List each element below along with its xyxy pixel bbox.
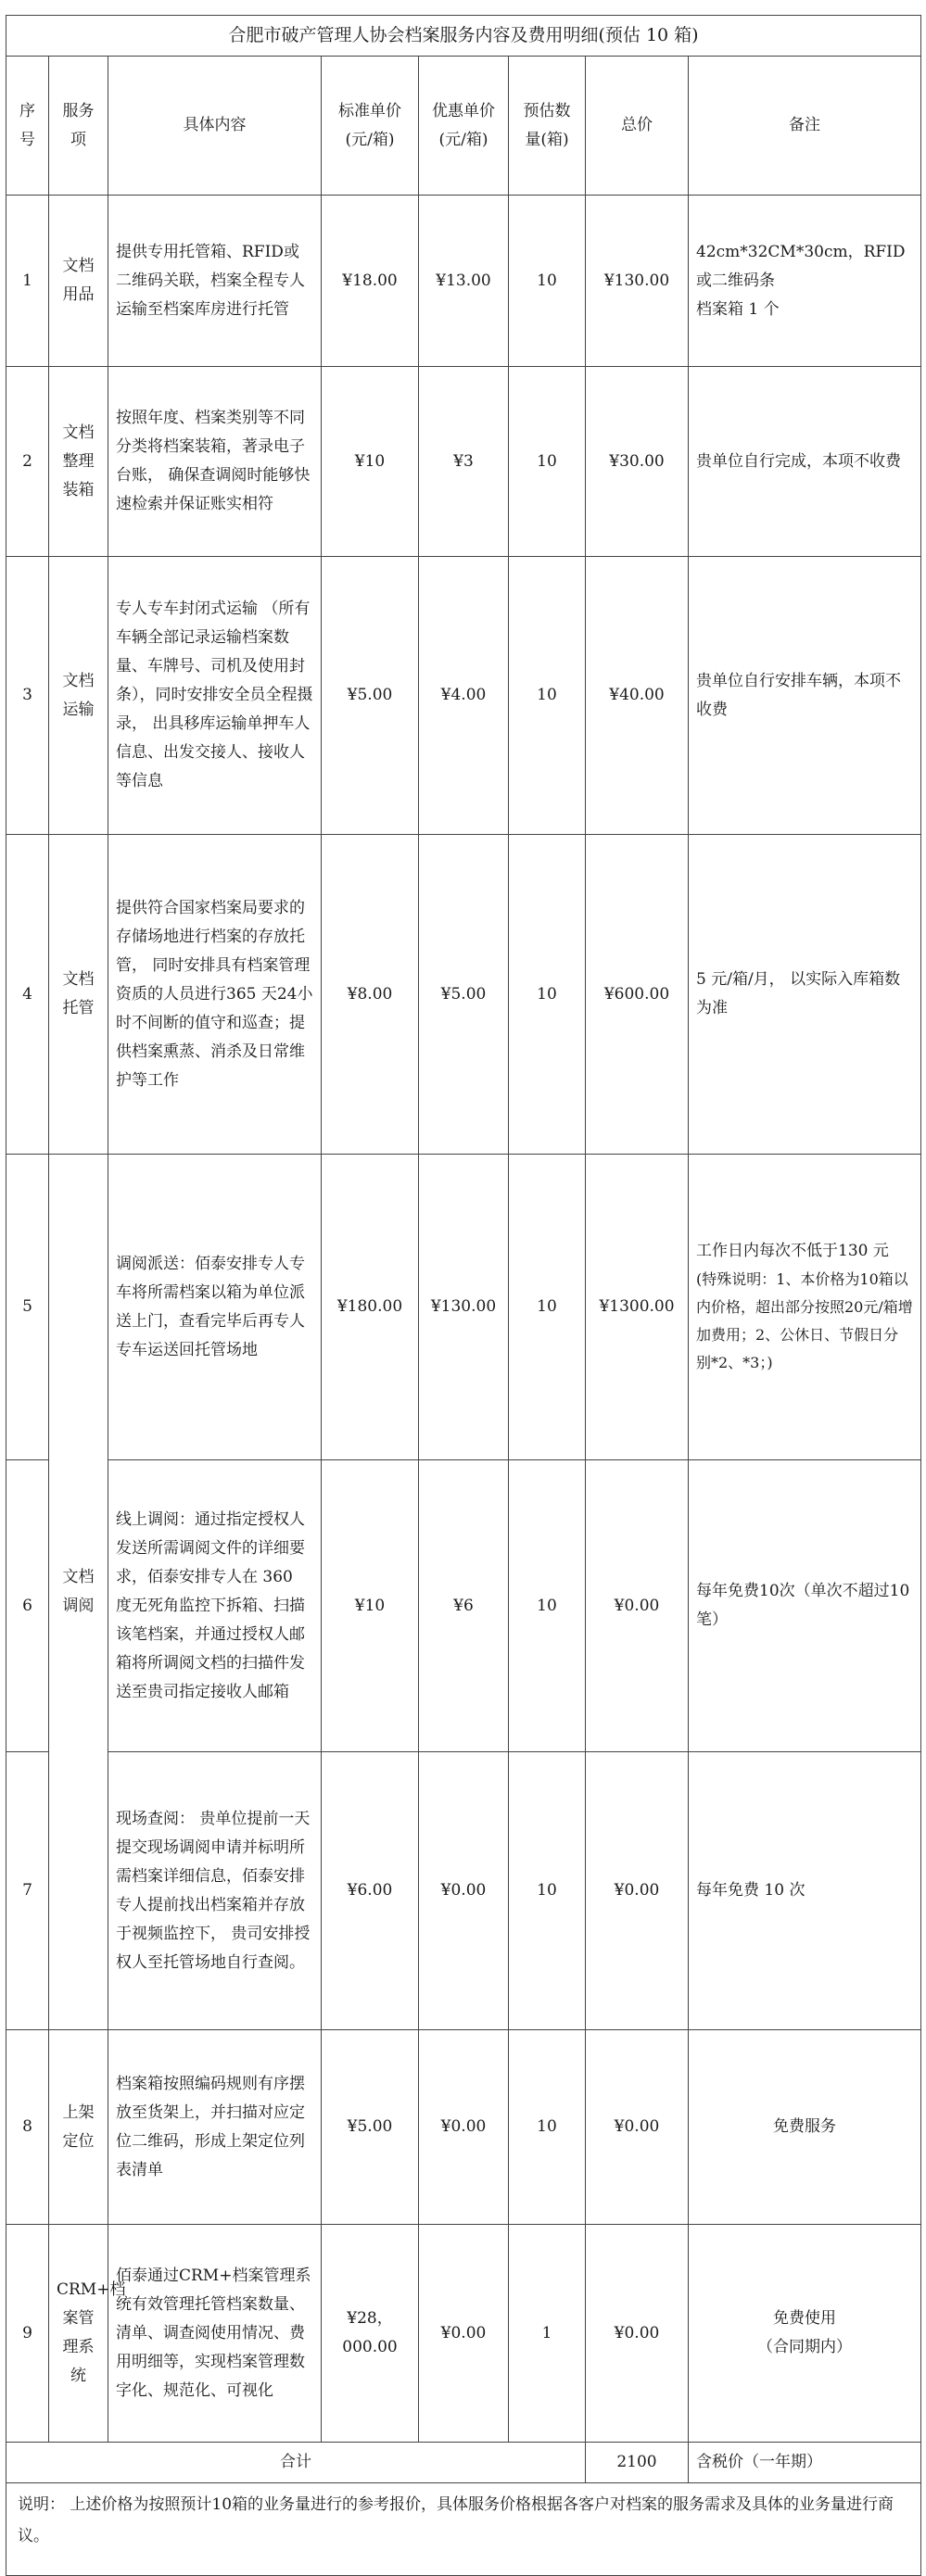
header-content: 具体内容 bbox=[108, 57, 322, 196]
total-value: 2100 bbox=[586, 2443, 689, 2483]
row-content: 提供符合国家档案局要求的存储场地进行档案的存放托管， 同时安排具有档案管理资质的人员进行365 天24小时不间断的值守和巡查；提供档案熏蒸、消杀及日常维护等工作 bbox=[108, 835, 322, 1155]
row-qty: 10 bbox=[509, 1155, 586, 1460]
fee-table-sheet bbox=[6, 15, 920, 2576]
table-row bbox=[6, 196, 921, 367]
row-qty: 10 bbox=[509, 1752, 586, 2030]
table-title: 合肥市破产管理人协会档案服务内容及费用明细(预估 10 箱) bbox=[6, 16, 921, 57]
row-item: 文档托管 bbox=[49, 835, 108, 1155]
row-item: CRM+档案管理系统 bbox=[49, 2225, 108, 2443]
row-disc-price: ¥0.00 bbox=[419, 1752, 509, 2030]
row-std-price: ¥8.00 bbox=[322, 835, 419, 1155]
row-seq: 3 bbox=[6, 557, 49, 835]
row-content: 提供专用托管箱、RFID或二维码关联，档案全程专人运输至档案库房进行托管 bbox=[108, 196, 322, 367]
row-remark bbox=[689, 1460, 921, 1752]
total-label: 合计 bbox=[6, 2443, 586, 2483]
row-seq: 4 bbox=[6, 835, 49, 1155]
remark-line: 42cm*32CM*30cm，RFID或二维码条 bbox=[696, 242, 906, 290]
remark-line: 免费服务 bbox=[773, 2117, 837, 2136]
row-total: ¥0.00 bbox=[586, 2030, 689, 2225]
table-row bbox=[6, 367, 921, 557]
row-item: 文档调阅 bbox=[49, 1155, 108, 2030]
table-row bbox=[6, 1752, 921, 2030]
header-seq: 序号 bbox=[6, 57, 49, 196]
remark-line: 每年免费10次（单次不超过10笔） bbox=[696, 1582, 910, 1629]
row-std-price: ¥180.00 bbox=[322, 1155, 419, 1460]
row-seq: 6 bbox=[6, 1460, 49, 1752]
row-qty: 10 bbox=[509, 367, 586, 557]
remark-line: 工作日内每次不低于130 元 bbox=[696, 1242, 889, 1260]
row-remark bbox=[689, 196, 921, 367]
row-qty: 10 bbox=[509, 835, 586, 1155]
footnote: 说明： 上述价格为按照预计10箱的业务量进行的参考报价，具体服务价格根据各客户对档案的服务需求及具体的业务量进行商议。 bbox=[6, 2483, 921, 2576]
total-row bbox=[6, 2443, 921, 2483]
row-disc-price: ¥130.00 bbox=[419, 1155, 509, 1460]
row-seq: 7 bbox=[6, 1752, 49, 2030]
row-item: 文档整理装箱 bbox=[49, 367, 108, 557]
remark-special-note: (特殊说明：1、本价格为10箱以内价格，超出部分按照20元/箱增加费用；2、公休日、节假日分别*2、*3；) bbox=[696, 1270, 913, 1371]
row-total: ¥600.00 bbox=[586, 835, 689, 1155]
row-item: 文档运输 bbox=[49, 557, 108, 835]
row-std-price: ¥28，000.00 bbox=[322, 2225, 419, 2443]
row-remark bbox=[689, 557, 921, 835]
row-total: ¥0.00 bbox=[586, 2225, 689, 2443]
header-total: 总价 bbox=[586, 57, 689, 196]
remark-line: 每年免费 10 次 bbox=[696, 1881, 805, 1900]
row-seq: 1 bbox=[6, 196, 49, 367]
row-seq: 8 bbox=[6, 2030, 49, 2225]
row-disc-price: ¥3 bbox=[419, 367, 509, 557]
row-std-price: ¥6.00 bbox=[322, 1752, 419, 2030]
table-row bbox=[6, 2225, 921, 2443]
row-qty: 10 bbox=[509, 557, 586, 835]
row-item: 上架定位 bbox=[49, 2030, 108, 2225]
row-std-price: ¥5.00 bbox=[322, 2030, 419, 2225]
table-row bbox=[6, 1460, 921, 1752]
row-disc-price: ¥6 bbox=[419, 1460, 509, 1752]
row-disc-price: ¥0.00 bbox=[419, 2225, 509, 2443]
row-total: ¥0.00 bbox=[586, 1752, 689, 2030]
row-content: 现场查阅： 贵单位提前一天提交现场调阅申请并标明所需档案详细信息，佰泰安排专人提前找出档案箱并存放于视频监控下， 贵司安排授权人至托管场地自行查阅。 bbox=[108, 1752, 322, 2030]
row-qty: 10 bbox=[509, 196, 586, 367]
row-content: 专人专车封闭式运输 （所有车辆全部记录运输档案数量、车牌号、司机及使用封条），同时安排安全员全程摄录， 出具移库运输单押车人信息、出发交接人、接收人等信息 bbox=[108, 557, 322, 835]
row-content: 线上调阅：通过指定授权人发送所需调阅文件的详细要求，佰泰安排专人在 360 度无死角监控下拆箱、扫描该笔档案，并通过授权人邮箱将所调阅文档的扫描件发送至贵司指定接收人邮箱 bbox=[108, 1460, 322, 1752]
remark-line: 5 元/箱/月， 以实际入库箱数为准 bbox=[696, 970, 901, 1017]
row-remark bbox=[689, 367, 921, 557]
remark-line: 贵单位自行安排车辆，本项不收费 bbox=[696, 671, 901, 719]
row-remark bbox=[689, 1155, 921, 1460]
row-remark bbox=[689, 2225, 921, 2443]
row-disc-price: ¥4.00 bbox=[419, 557, 509, 835]
header-std-price: 标准单价(元/箱) bbox=[322, 57, 419, 196]
row-item: 文档用品 bbox=[49, 196, 108, 367]
note-row bbox=[6, 2483, 921, 2576]
row-total: ¥40.00 bbox=[586, 557, 689, 835]
row-std-price: ¥10 bbox=[322, 367, 419, 557]
table-row bbox=[6, 2030, 921, 2225]
header-disc-price: 优惠单价(元/箱) bbox=[419, 57, 509, 196]
row-content: 按照年度、档案类别等不同分类将档案装箱，著录电子台账， 确保查调阅时能够快速检索并保证账实相符 bbox=[108, 367, 322, 557]
row-qty: 10 bbox=[509, 1460, 586, 1752]
row-seq: 2 bbox=[6, 367, 49, 557]
row-remark bbox=[689, 2030, 921, 2225]
row-content: 档案箱按照编码规则有序摆放至货架上，并扫描对应定位二维码，形成上架定位列表清单 bbox=[108, 2030, 322, 2225]
row-std-price: ¥5.00 bbox=[322, 557, 419, 835]
remark-line: 档案箱 1 个 bbox=[696, 299, 780, 319]
header-row bbox=[6, 57, 921, 196]
table-row bbox=[6, 557, 921, 835]
header-remark: 备注 bbox=[689, 57, 921, 196]
row-total: ¥30.00 bbox=[586, 367, 689, 557]
row-total: ¥0.00 bbox=[586, 1460, 689, 1752]
total-remark: 含税价（一年期） bbox=[689, 2443, 921, 2483]
remark-line: 免费使用 bbox=[773, 2309, 837, 2328]
row-qty: 10 bbox=[509, 2030, 586, 2225]
row-total: ¥130.00 bbox=[586, 196, 689, 367]
table-row bbox=[6, 1155, 921, 1460]
row-total: ¥1300.00 bbox=[586, 1155, 689, 1460]
fee-table bbox=[6, 15, 921, 2576]
row-disc-price: ¥13.00 bbox=[419, 196, 509, 367]
row-seq: 9 bbox=[6, 2225, 49, 2443]
remark-line: 贵单位自行完成，本项不收费 bbox=[696, 451, 901, 471]
row-disc-price: ¥5.00 bbox=[419, 835, 509, 1155]
row-qty: 1 bbox=[509, 2225, 586, 2443]
row-remark bbox=[689, 1752, 921, 2030]
row-content: 调阅派送：佰泰安排专人专车将所需档案以箱为单位派送上门，查看完毕后再专人专车运送回托管场地 bbox=[108, 1155, 322, 1460]
row-disc-price: ¥0.00 bbox=[419, 2030, 509, 2225]
row-content: 佰泰通过CRM+档案管理系统有效管理托管档案数量、清单、调查阅使用情况、费用明细等，实现档案管理数字化、规范化、可视化 bbox=[108, 2225, 322, 2443]
row-remark bbox=[689, 835, 921, 1155]
table-row bbox=[6, 835, 921, 1155]
row-seq: 5 bbox=[6, 1155, 49, 1460]
row-std-price: ¥10 bbox=[322, 1460, 419, 1752]
header-item: 服务项 bbox=[49, 57, 108, 196]
row-std-price: ¥18.00 bbox=[322, 196, 419, 367]
remark-line: （合同期内） bbox=[757, 2338, 853, 2356]
header-qty: 预估数量(箱) bbox=[509, 57, 586, 196]
